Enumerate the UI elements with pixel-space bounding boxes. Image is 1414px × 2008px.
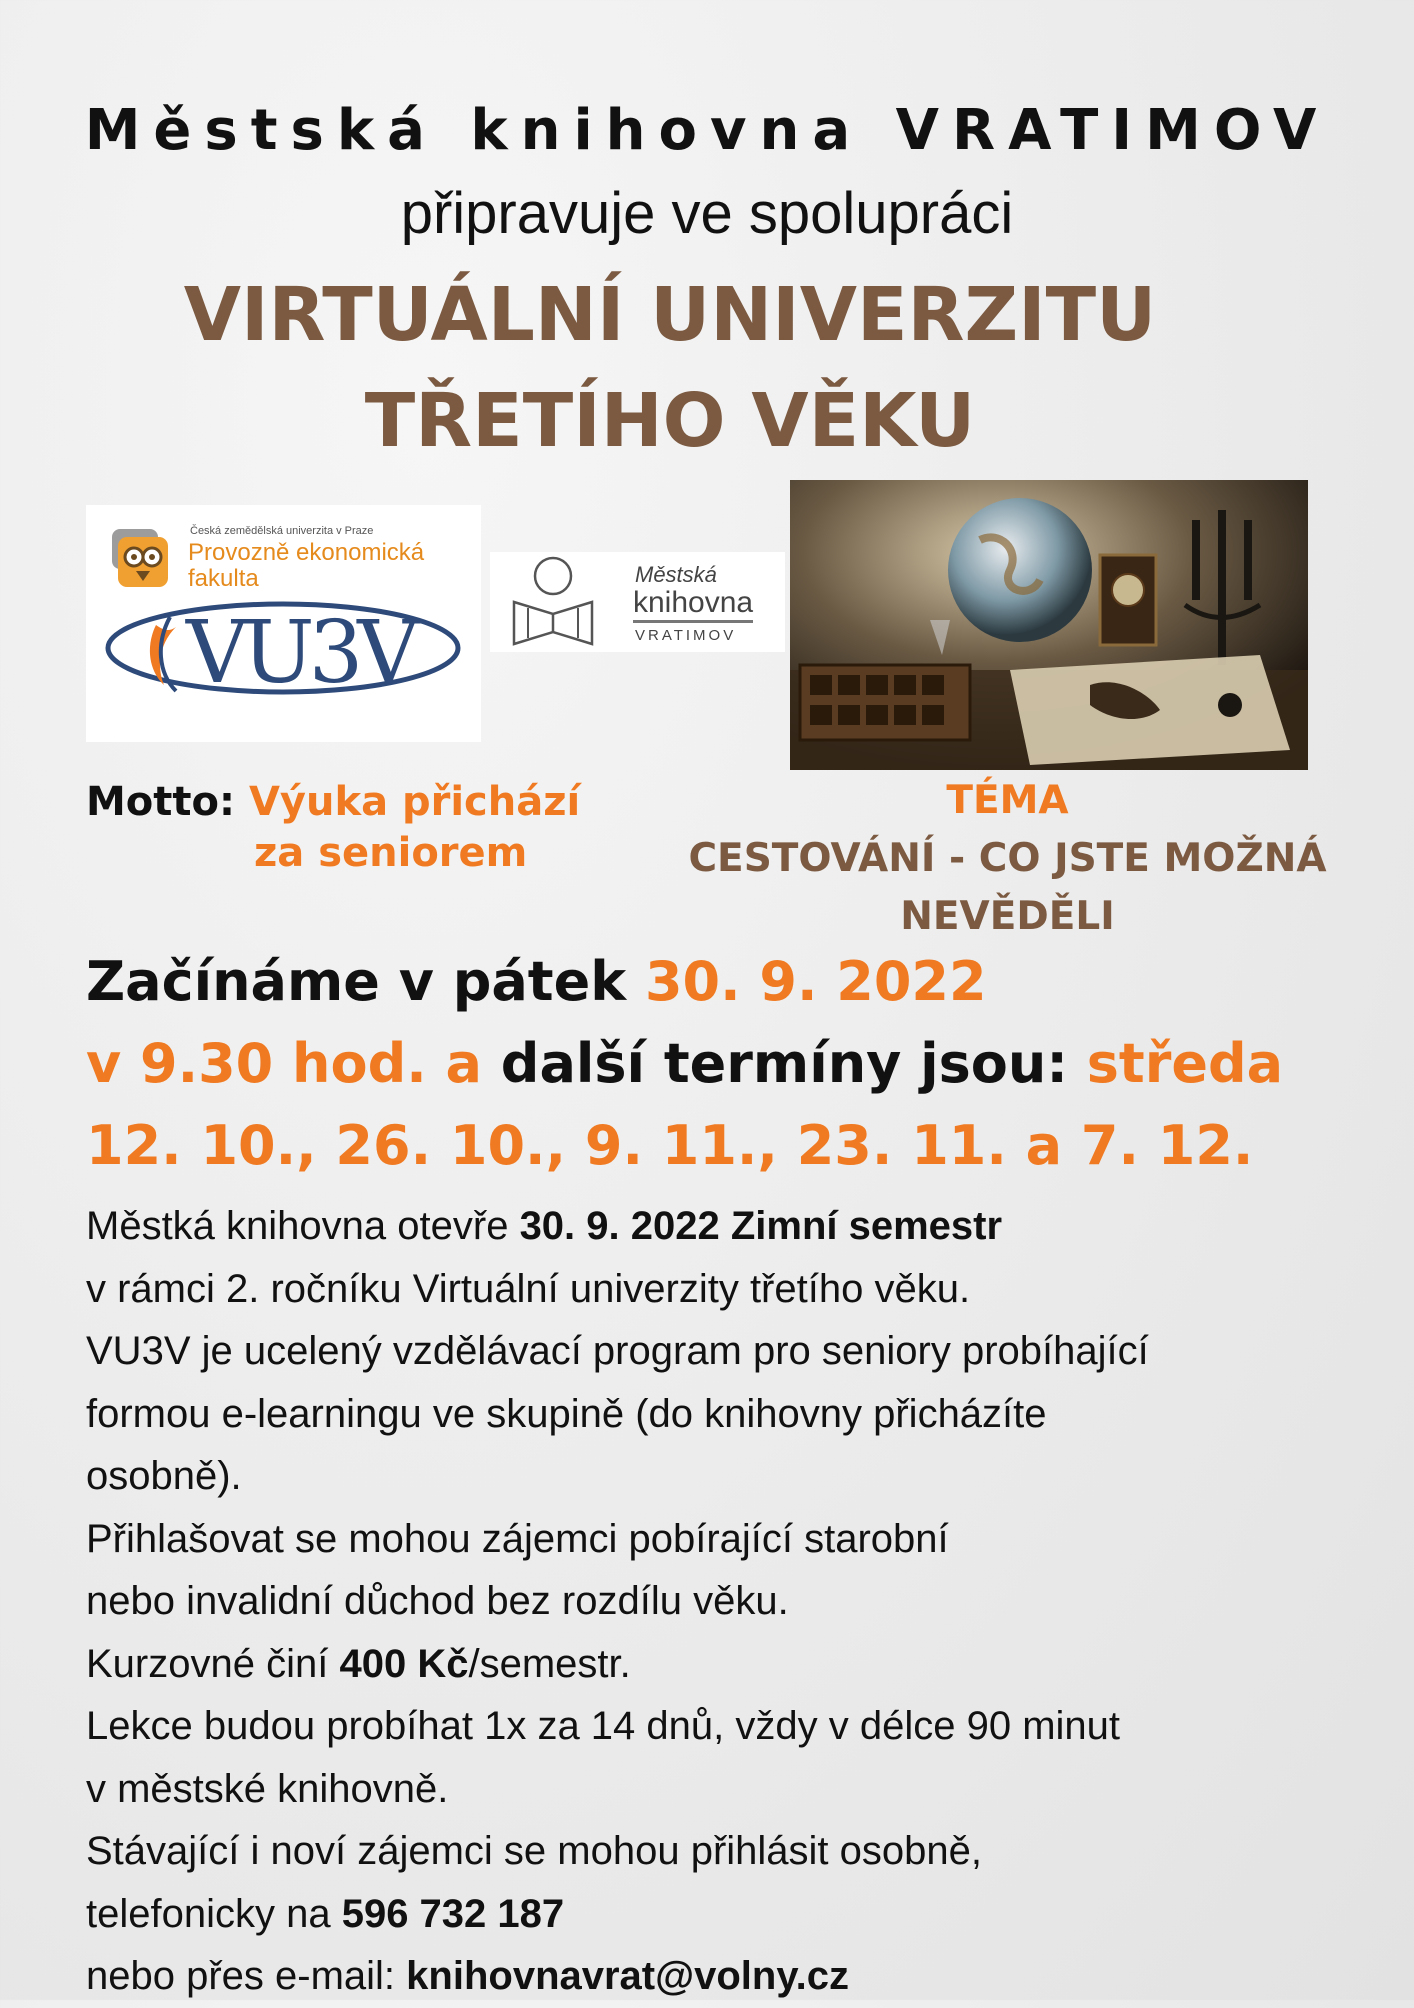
travel-photo: [790, 480, 1308, 770]
body-line: Lekce budou probíhat 1x za 14 dnů, vždy v délce 90 minut: [86, 1704, 1121, 1748]
phone-line: telefonicky na 596 732 187: [86, 1891, 565, 1936]
body-line: VU3V je ucelený vzdělávací program pro seniory probíhající: [86, 1329, 1149, 1373]
subline: připravuje ve spolupráci: [400, 181, 1014, 246]
body-text: [86, 1195, 1346, 2008]
vu3v-logo: [86, 505, 481, 742]
next-dates: 12. 10., 26. 10., 9. 11., 23. 11. a 7. 12.: [86, 1114, 1254, 1177]
title-line-1: VIRTUÁLNÍ UNIVERZITU: [183, 272, 1157, 358]
body-line: nebo invalidní důchod bez rozdílu věku.: [86, 1579, 789, 1623]
motto-line-2: za seniorem: [254, 830, 528, 876]
book-reader-icon: [508, 554, 598, 650]
body-line: formou e-learningu ve skupině (do knihovny přicházíte: [86, 1391, 1047, 1436]
library-name-heading: Městská knihovna VRATIMOV: [84, 98, 1330, 163]
start-date-line: [86, 950, 987, 1013]
library-logo-line-2: knihovna: [633, 586, 753, 623]
theme-line-2: NEVĚDĚLI: [900, 894, 1115, 939]
start-text: Začínáme v pátek: [86, 950, 645, 1013]
email-line: nebo přes e-mail: knihovnavrat@volny.cz: [86, 1954, 849, 1998]
theme-line-1: CESTOVÁNÍ - CO JSTE MOŽNÁ: [688, 836, 1327, 881]
fee-line: Kurzovné činí 400 Kč/semestr.: [86, 1641, 631, 1686]
university-name: Česká zemědělská univerzita v Praze: [190, 525, 374, 537]
time-line: [86, 1032, 1283, 1095]
body-line: Přihlašovat se mohou zájemci pobírající starobní: [86, 1516, 949, 1561]
vu3v-mark: VU3V: [186, 603, 414, 703]
motto: [86, 772, 580, 832]
body-line: Městká knihovna otevře 30. 9. 2022 Zimní semestr: [86, 1204, 1003, 1248]
body-line: v městské knihovně.: [86, 1766, 449, 1811]
next-dates-label: další termíny jsou:: [500, 1032, 1087, 1095]
theme-block: [680, 772, 1335, 946]
library-logo: [490, 552, 785, 652]
faculty-line-1: Provozně ekonomická: [188, 539, 425, 566]
body-line: osobně).: [86, 1454, 242, 1498]
body-line: Stávající i noví zájemci se mohou přihlásit osobně,: [86, 1829, 982, 1873]
faculty-line-2: fakulta: [188, 565, 259, 592]
motto-line-1: Výuka přichází: [248, 779, 581, 825]
library-logo-line-1: Městská: [635, 562, 717, 587]
motto-label: Motto:: [86, 779, 236, 825]
email-address[interactable]: knihovnavrat@volny.cz: [406, 1954, 849, 1998]
library-logo-line-3: VRATIMOV: [635, 627, 737, 644]
title-line-2: TŘETÍHO VĚKU: [364, 378, 976, 464]
body-line: v rámci 2. ročníku Virtuální univerzity třetího věku.: [86, 1266, 971, 1311]
weekday: středa: [1086, 1032, 1284, 1095]
start-date: 30. 9. 2022: [644, 950, 987, 1013]
phone-number[interactable]: 596 732 187: [341, 1891, 565, 1936]
start-time: v 9.30 hod. a: [86, 1032, 501, 1095]
theme-label: TÉMA: [946, 778, 1069, 823]
